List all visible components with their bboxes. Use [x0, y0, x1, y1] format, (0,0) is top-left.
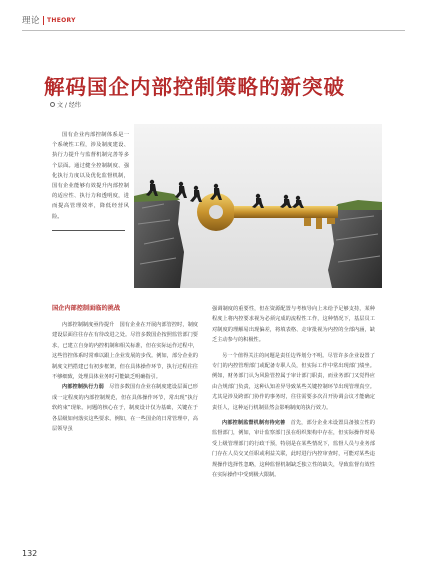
hero-image — [134, 124, 382, 288]
body-paragraph: 内部控制制度亟待提升 国有企业在开展内部管控时，制度建设层面往往存在有待改进之处。尽管多数国企按照监管部门要求，已建立自身的内控机制和相关标准，但在实际运作过程中，这些管控体系时常难以跟上企业发展的步伐。例如，部分企业的制度文档搭建已有初步框架，但在具体操作环节，执行过程往往不够细致，处理具体业务时可能缺乏明确指引。 — [52, 322, 198, 381]
body-paragraph: 强调制度的重要性，但在资源配置与考核导向上未给予足够支持，某种程度上将内控要求视为必须完成的流程性工作，这种情况下，基层员工对制度的理解易出现偏差，将填表格、走审批视为内控的全部内涵，缺乏主动参与的积极性。 — [212, 306, 375, 344]
header-rule — [22, 30, 405, 31]
section-label-cn: 理论 — [22, 16, 41, 26]
key-bridge-illustration — [134, 124, 382, 288]
column-right — [212, 304, 375, 481]
paragraph-lead: 内部控制监督机制有待完善 — [222, 420, 286, 427]
paragraph-body: 首先，部分企业未设置具备独立性的监督部门，例如，审计监察部门虽在组织架构中存在，但实际操作时易受上级管理部门的行政干预，特别是在某些情况下，监督人员与业务部门存在人员交叉任职或利益关联，此时进行内控审查时，可能对某些违规操作选择性忽略，这种监督机制缺乏独立性的缺失，导致监督有效性在实际操作中受到极大限制。 — [212, 420, 375, 479]
body-paragraph: 另一个值得关注的问题是责任边界划分不明。尽管许多企业设置了专门的内控管理部门或配备专职人员，但实际工作中常出现部门绩坐。例如，财务部门认为风险管控属于审计部门职责，而业务部门又觉得应由合规部门负责，这种认知差异导致某些关键控制环节出现管理真空。尤其是涉及跨部门协作的事务时，往往需要多次召开协调会议才能确定责任人，这种运行机制显然会影响制度的执行效力。 — [212, 352, 375, 411]
column-left — [52, 304, 198, 434]
paragraph-lead: 内部控制执行力弱 — [62, 384, 104, 391]
abstract — [52, 130, 129, 231]
paragraph-body: 尽管多数国有企业在制度建设层面已形成一定程度的内部控制规范，但在具体操作环节，常出现“执行软约束”现象。问题的核心在于，制度设计仅为基础，关键在于各层级如何落实这些要求。例如，在一些国企的日常管理中，高层领导虽 — [52, 384, 198, 433]
byline-text: 文 / 经纬 — [57, 102, 81, 109]
body-paragraph — [52, 382, 198, 434]
section-label-en: THEORY — [47, 16, 76, 24]
abstract-rule — [52, 230, 125, 231]
article-title: 解码国企内部控制策略的新突破 — [44, 75, 345, 99]
page-number: 132 — [22, 549, 38, 558]
abstract-text: 国有企业内部控制体系是一个系统性工程，涉及制度建设、执行力提升与监督机制完善等多个层面。通过健全控制制度、强化执行力度以及优化监督机制，国有企业能够有效提升内部控制的适应性、执行力和透明度，进而提高管理效率，降低经营风险。 — [52, 132, 129, 220]
section-header — [22, 13, 76, 27]
byline — [50, 100, 81, 109]
section-heading: 国企内部控制面临的挑战 — [52, 305, 121, 312]
section-divider — [43, 16, 44, 25]
body-paragraph — [212, 418, 375, 480]
circle-icon — [50, 102, 55, 107]
